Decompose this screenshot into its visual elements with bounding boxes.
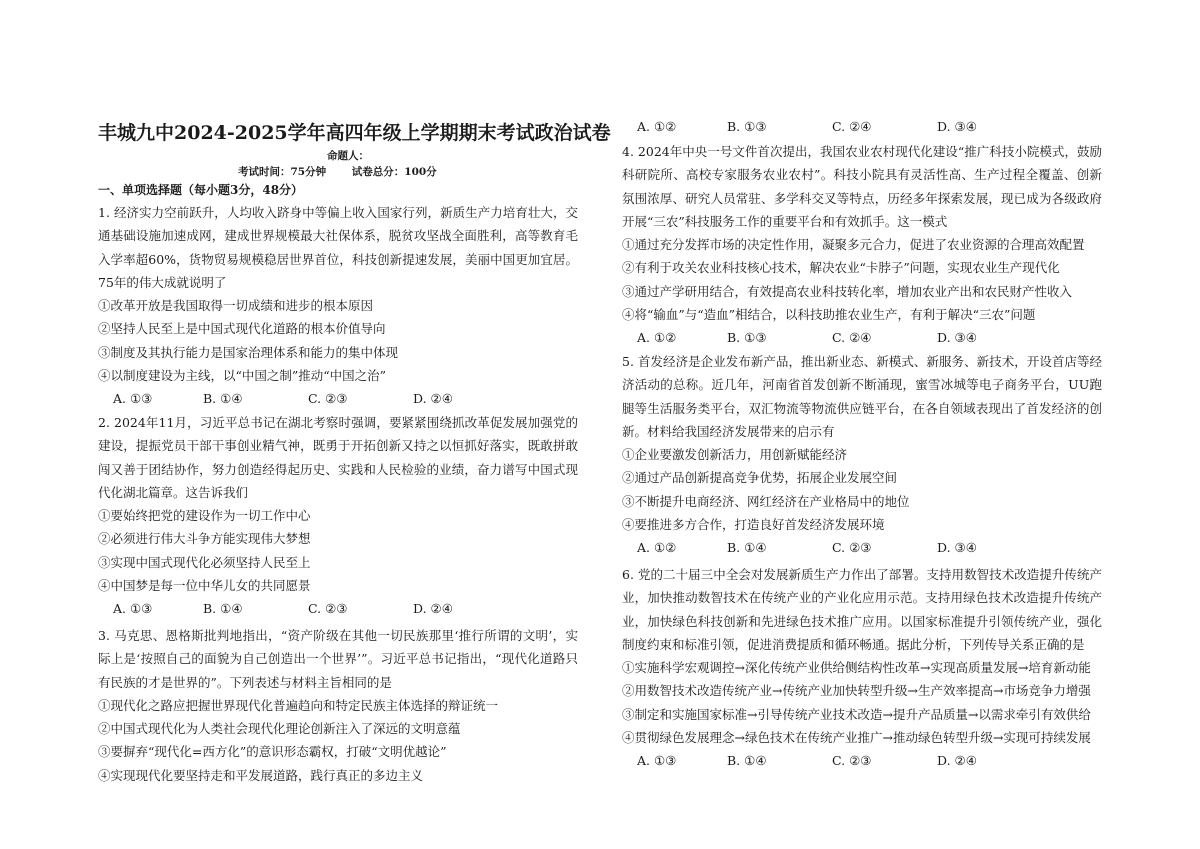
question-option: ③实现中国式现代化必须坚持人民至上 xyxy=(98,554,311,570)
exam-title: 丰城九中2024-2025学年高四年级上学期期末考试政治试卷 xyxy=(98,122,611,144)
question-option: ④以制度建设为主线，以“中国之制”推动“中国之治” xyxy=(98,368,387,384)
answer-b: B. ①④ xyxy=(203,601,243,617)
answer-b: B. ①③ xyxy=(727,119,767,134)
answer-c: C. ②④ xyxy=(832,119,872,134)
question-option: ③制定和实施国家标准→引导传统产业技术改造→提升产品质量→以需求牵引有效供给 xyxy=(622,706,1091,722)
answer-c: C. ②④ xyxy=(832,330,872,346)
answer-a: A. ①③ xyxy=(637,753,677,769)
question-stem: 5. 首发经济是企业发布新产品，推出新业态、新模式、新服务、新技术，开设首店等经济活动的总称。近几年，河南省首发创新不断涌现，蜜雪冰城等电子商务平台，UU跑腿等生活服务类平台，双汇物流等物流供应链平台，在各自领域表现出了首发经济的创新。材料给我国经济发展带来的启示有 xyxy=(622,354,1102,439)
question-option: ④实现现代化要坚持走和平发展道路，践行真正的多边主义 xyxy=(98,767,424,783)
question-option: ①要始终把党的建设作为一切工作中心 xyxy=(98,508,311,524)
question-3 xyxy=(98,624,578,787)
answer-choices xyxy=(98,597,578,620)
question-option: ③通过产学研用结合，有效提高农业科技转化率，增加农业产出和农民财产性收入 xyxy=(622,283,1073,299)
question-stem: 1. 经济实力空前跃升，人均收入跻身中等偏上收入国家行列，新质生产力培育壮大，交通基础设施加速成网，建成世界规模最大社保体系，脱贫攻坚战全面胜利，高等教育毛入学率超60%，货物贸易规模稳居世界首位，科技创新提速发展，美丽中国更加宜居。75年的伟大成就说明了 xyxy=(98,205,578,290)
question-option: ①通过充分发挥市场的决定性作用，凝聚多元合力，促进了农业资源的合理高效配置 xyxy=(622,237,1085,253)
answer-c: C. ②③ xyxy=(832,540,872,556)
question-option: ①改革开放是我国取得一切成绩和进步的根本原因 xyxy=(98,298,374,314)
question-option: ④将“输血”与“造血”相结合，以科技助推农业生产，有利于解决“三农”问题 xyxy=(622,307,1036,323)
exam-time: 考试时间：75分钟 xyxy=(238,166,327,178)
question-stem: 4. 2024年中央一号文件首次提出，我国农业农村现代化建设“推广科技小院模式，鼓励科研院所、高校专家服务农业农村”。科技小院具有灵活性高、生产过程全覆盖、创新氛围浓厚、研究人员常驻、多学科交叉等特点，历经多年探索发展，现已成为各级政府开展“三农”科技服务工作的重要平台和有效抓手。这一模式 xyxy=(622,144,1102,229)
answer-b: B. ①④ xyxy=(727,540,767,556)
question-2 xyxy=(98,411,578,621)
question-stem: 2. 2024年11月，习近平总书记在湖北考察时强调，要紧紧围绕抓改革促发展加强党的建设，提振党员干部干事创业精气神，既勇于开拓创新又持之以恒抓好落实，既敢拼敢闯又善于团结协作，努力创造经得起历史、实践和人民检验的业绩，奋力谱写中国式现代化湖北篇章。这告诉我们 xyxy=(98,415,578,500)
answer-choices xyxy=(622,749,1102,772)
section-title: 一、单项选择题（每小题3分，48分） xyxy=(98,183,304,197)
question-stem: 6. 党的二十届三中全会对发展新质生产力作出了部署。支持用数智技术改造提升传统产业，加快推动数智技术在传统产业的产业化应用示范。支持用绿色技术改造提升传统产业，加快绿色科技创新和先进绿色技术推广应用。以国家标准提升引领传统产业，强化制度约束和标准引领，促进消费提质和循环畅通。据此分析，下列传导关系正确的是 xyxy=(622,567,1102,652)
answer-b: B. ①③ xyxy=(727,330,767,346)
question-option: ④要推进多方合作，打造良好首发经济发展环境 xyxy=(622,517,885,533)
question-option: ③要摒弃“现代化=西方化”的意识形态霸权，打破“文明优越论” xyxy=(98,744,447,760)
question-option: ②用数智技术改造传统产业→传统产业加快转型升级→生产效率提高→市场竞争力增强 xyxy=(622,683,1091,699)
answer-a: A. ①② xyxy=(637,540,677,556)
question-1 xyxy=(98,201,578,411)
answer-d: D. ②④ xyxy=(413,391,453,407)
answer-a: A. ①② xyxy=(637,330,677,346)
exam-meta xyxy=(238,164,459,179)
answer-b: B. ①④ xyxy=(727,753,767,769)
question-6 xyxy=(622,563,1102,773)
question-3-answers xyxy=(622,115,1102,138)
question-option: ①实施科学宏观调控→深化传统产业供给侧结构性改革→实现高质量发展→培育新动能 xyxy=(622,660,1091,676)
exam-score: 试卷总分：100分 xyxy=(351,166,437,178)
question-5 xyxy=(622,350,1102,560)
answer-c: C. ②③ xyxy=(832,753,872,769)
answer-choices xyxy=(622,115,1102,138)
question-option: ②必须进行伟大斗争方能实现伟大梦想 xyxy=(98,531,311,547)
answer-choices xyxy=(622,326,1102,349)
question-option: ③不断提升电商经济、网红经济在产业格局中的地位 xyxy=(622,493,910,509)
question-option: ②通过产品创新提高竞争优势，拓展企业发展空间 xyxy=(622,470,898,486)
proposer-label: 命题人： xyxy=(327,150,369,162)
question-option: ②中国式现代化为人类社会现代化理论创新注入了深远的文明意蕴 xyxy=(98,721,461,737)
answer-b: B. ①④ xyxy=(203,391,243,407)
answer-a: A. ①③ xyxy=(113,601,153,617)
answer-d: D. ③④ xyxy=(937,540,977,556)
question-option: ④贯彻绿色发展理念→绿色技术在传统产业推广→推动绿色转型升级→实现可持续发展 xyxy=(622,730,1091,746)
answer-choices xyxy=(622,536,1102,559)
question-stem: 3. 马克思、恩格斯批判地指出，“资产阶级在其他一切民族那里‘推行所谓的文明’，实际上是‘按照自己的面貌为自己创造出一个世界’”。习近平总书记指出，“现代化道路只有民族的才是世界的”。下列表述与材料主旨相同的是 xyxy=(98,628,578,690)
question-option: ①现代化之路应把握世界现代化普遍趋向和特定民族主体选择的辩证统一 xyxy=(98,697,499,713)
question-4 xyxy=(622,140,1102,350)
answer-c: C. ②③ xyxy=(308,391,348,407)
answer-d: D. ③④ xyxy=(937,330,977,346)
answer-choices xyxy=(98,387,578,410)
answer-d: D. ②④ xyxy=(937,753,977,769)
question-option: ④中国梦是每一位中华儿女的共同愿景 xyxy=(98,578,311,594)
answer-c: C. ②③ xyxy=(308,601,348,617)
answer-d: D. ③④ xyxy=(937,119,977,134)
answer-d: D. ②④ xyxy=(413,601,453,617)
question-option: ③制度及其执行能力是国家治理体系和能力的集中体现 xyxy=(98,344,399,360)
question-option: ①企业要激发创新活力，用创新赋能经济 xyxy=(622,447,848,463)
answer-a: A. ①② xyxy=(637,119,677,134)
question-option: ②有利于攻关农业科技核心技术，解决农业“卡脖子”问题，实现农业生产现代化 xyxy=(622,260,1060,276)
question-option: ②坚持人民至上是中国式现代化道路的根本价值导向 xyxy=(98,321,386,337)
answer-a: A. ①③ xyxy=(113,391,153,407)
